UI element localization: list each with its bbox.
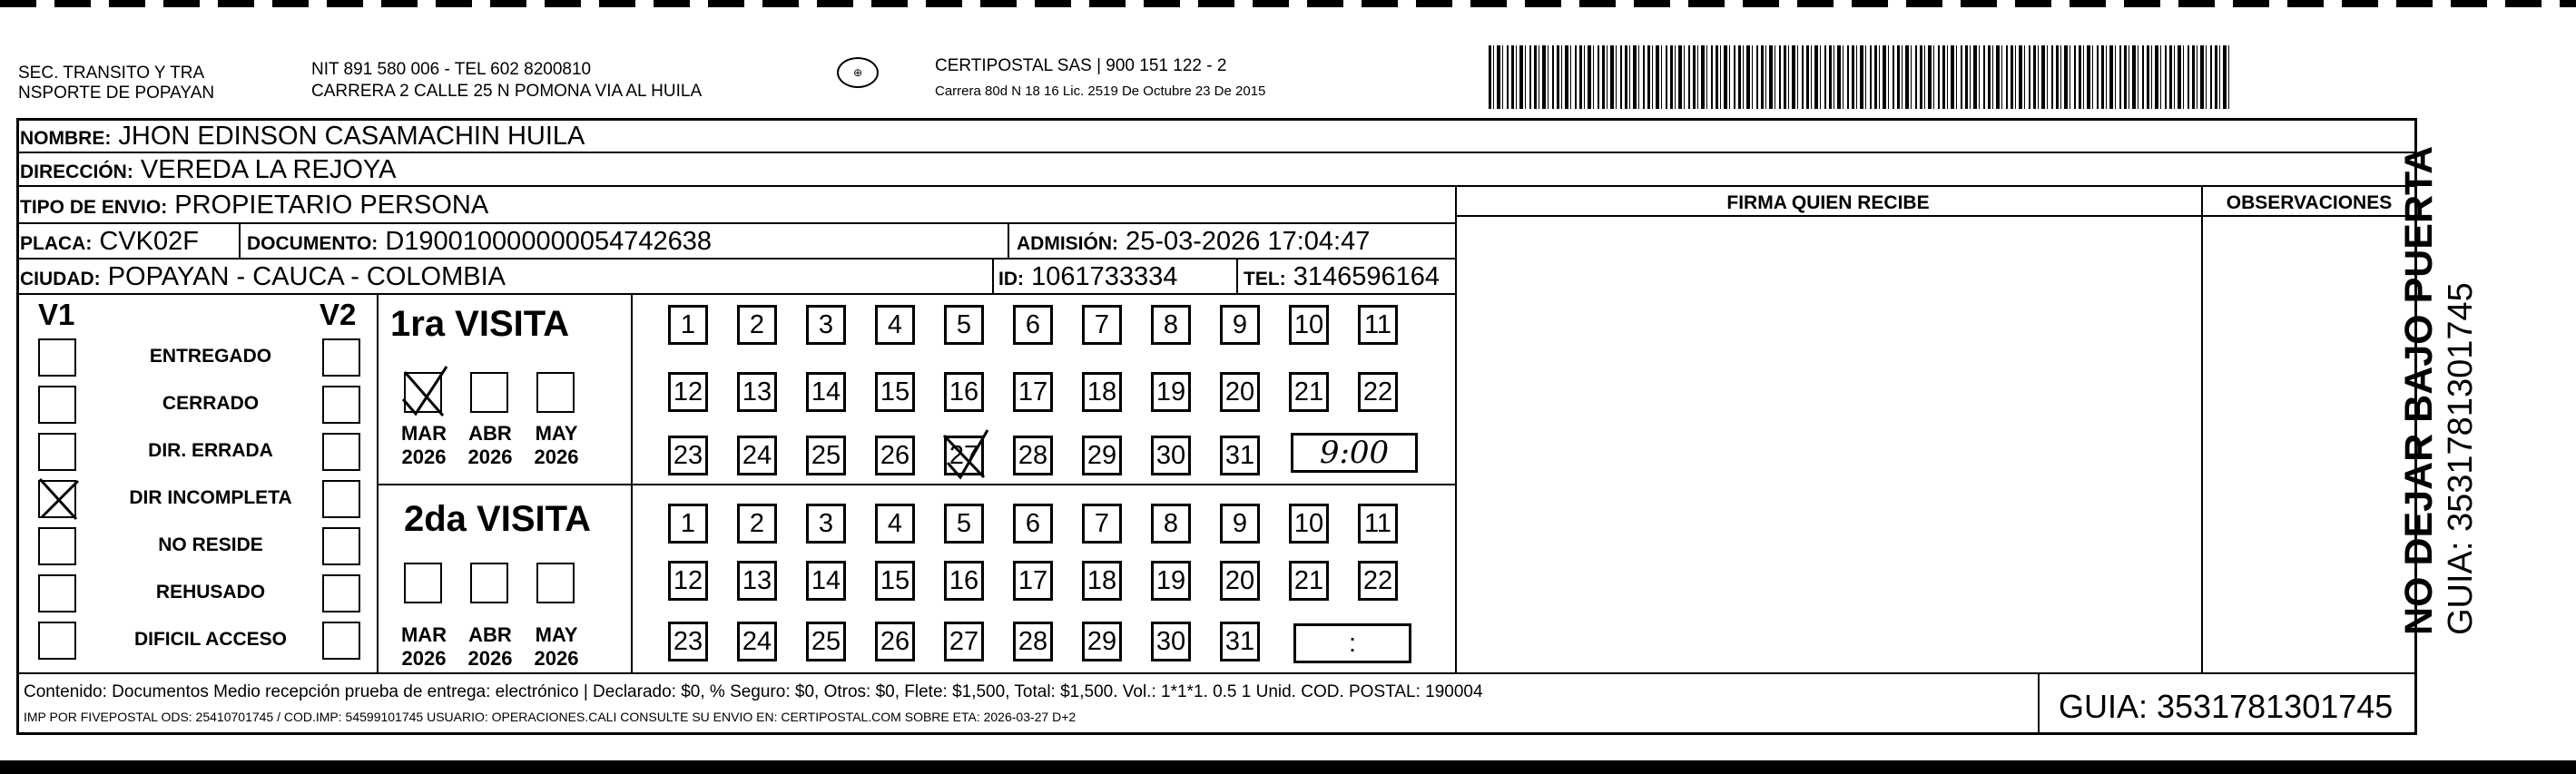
day-box[interactable]: 12 [668, 561, 708, 601]
day-box[interactable]: 7 [1082, 305, 1122, 345]
day-box[interactable]: 24 [737, 622, 777, 661]
v2-checkbox[interactable] [322, 386, 360, 424]
admision-cell [1017, 228, 1370, 258]
firma-label: FIRMA QUIEN RECIBE [1726, 192, 1930, 213]
month-name: MAY [535, 623, 578, 646]
v1-checkbox[interactable] [38, 433, 76, 471]
row-line [16, 258, 1455, 260]
month-name: MAR [400, 422, 447, 445]
month-year: 2026 [534, 647, 579, 670]
day-box[interactable]: 24 [737, 436, 777, 475]
row-line [16, 222, 1455, 224]
office-line-2: NSPORTE DE POPAYAN [18, 83, 215, 103]
day-box[interactable]: 22 [1358, 561, 1398, 601]
tipo-label: TIPO DE ENVIO: [20, 197, 168, 218]
v1-checkbox[interactable] [38, 574, 76, 612]
ciudad-value: POPAYAN - CAUCA - COLOMBIA [107, 262, 506, 291]
certipostal-logo-icon: ⊕ [837, 57, 879, 88]
month-year: 2026 [534, 446, 579, 468]
nombre-label: NOMBRE: [20, 128, 112, 149]
day-box[interactable]: 19 [1151, 561, 1191, 601]
v1-checkbox[interactable] [38, 622, 76, 660]
col-line [239, 222, 241, 258]
day-box[interactable]: 1 [668, 504, 708, 544]
row-line [16, 293, 1455, 295]
v2-checkbox[interactable] [322, 622, 360, 660]
status-option: DIR INCOMPLETA [129, 487, 292, 508]
day-box[interactable]: 20 [1220, 372, 1260, 412]
month-checkbox[interactable] [470, 563, 508, 603]
footer-content-line: Contenido: Documentos Medio recepción prueba de entrega: electrónico | Declarado: $0, % Seguro: $0, Otros: $0, Flete: $1,500, Total: $1,500. Vol.: 1*1*1. 0.5 1 Unid. COD. POSTAL: 190004 [24, 682, 1483, 701]
documento-cell [247, 228, 712, 258]
placa-cell [20, 228, 199, 258]
day-box[interactable]: 16 [944, 372, 984, 412]
first-visit-title: 1ra VISITA [390, 304, 570, 344]
placa-label: PLACA: [20, 233, 93, 254]
day-box[interactable]: 14 [806, 561, 846, 601]
day-box[interactable]: 6 [1013, 504, 1053, 544]
side-guia-number: GUIA: 3531781301745 [2442, 282, 2480, 635]
month-checkbox[interactable] [536, 563, 575, 603]
day-box[interactable]: 23 [668, 436, 708, 475]
day-box[interactable]: 5 [944, 305, 984, 345]
day-box[interactable]: 8 [1151, 305, 1191, 345]
day-box[interactable]: 28 [1013, 622, 1053, 661]
tel-label: TEL: [1244, 269, 1286, 289]
day-box[interactable]: 1 [668, 305, 708, 345]
footer-print-line: IMP POR FIVEPOSTAL ODS: 25410701745 / COD.IMP: 54599101745 USUARIO: OPERACIONES.CALI CONSULTE SU ENVIO EN: CERTIPOSTAL.COM SOBRE ETA: 2026-03-27 D+2 [24, 710, 1077, 724]
month-year: 2026 [401, 446, 447, 468]
day-box[interactable]: 20 [1220, 561, 1260, 601]
month-year: 2026 [467, 446, 513, 468]
day-box[interactable]: 18 [1082, 561, 1122, 601]
day-box[interactable]: 7 [1082, 504, 1122, 544]
day-box[interactable]: 10 [1289, 504, 1329, 544]
second-visit-time-box[interactable]: : [1293, 623, 1411, 663]
observaciones-label: OBSERVACIONES [2226, 192, 2393, 213]
direccion-row [20, 156, 396, 186]
handwritten-check-mark [399, 363, 450, 419]
day-box[interactable]: 14 [806, 372, 846, 412]
ciudad-label: CIUDAD: [20, 269, 101, 289]
month-label [525, 422, 588, 469]
admision-value: 25-03-2026 17:04:47 [1126, 227, 1371, 256]
day-box[interactable]: 26 [875, 436, 915, 475]
month-label [525, 623, 588, 671]
handwritten-check-mark [940, 426, 991, 481]
day-box[interactable]: 25 [806, 622, 846, 661]
day-box[interactable]: 3 [806, 305, 846, 345]
documento-value: D190010000000054742638 [385, 227, 712, 256]
v2-checkbox[interactable] [322, 574, 360, 612]
status-option: ENTREGADO [149, 346, 272, 367]
month-year: 2026 [401, 647, 447, 670]
month-name: MAY [535, 422, 578, 445]
day-box[interactable]: 15 [875, 561, 915, 601]
day-box-checked[interactable]: 27 [944, 436, 984, 475]
month-name: ABR [468, 623, 512, 646]
id-cell [998, 263, 1177, 293]
company-line-1: CERTIPOSTAL SAS | 900 151 122 - 2 [935, 56, 1227, 75]
v1-checkbox[interactable] [38, 338, 76, 377]
visit-divider [377, 484, 1455, 485]
day-box[interactable]: 4 [875, 305, 915, 345]
tel-value: 3146596164 [1293, 262, 1440, 291]
day-box[interactable]: 4 [875, 504, 915, 544]
status-option: CERRADO [162, 393, 260, 414]
month-label [392, 422, 456, 469]
month-label [458, 623, 522, 671]
row-line [1455, 215, 2417, 217]
direccion-value: VEREDA LA REJOYA [140, 155, 397, 184]
month-label [458, 422, 522, 469]
id-value: 1061733334 [1031, 262, 1178, 291]
col-line [2038, 672, 2040, 735]
v2-checkbox[interactable] [322, 527, 360, 565]
documento-label: DOCUMENTO: [247, 233, 379, 254]
day-box[interactable]: 27 [944, 622, 984, 661]
day-box[interactable]: 6 [1013, 305, 1053, 345]
v2-checkbox[interactable] [322, 338, 360, 377]
month-label [392, 623, 456, 671]
status-option: REHUSADO [155, 582, 266, 603]
day-box[interactable]: 11 [1358, 305, 1398, 345]
day-box[interactable]: 10 [1289, 305, 1329, 345]
day-box[interactable]: 23 [668, 622, 708, 661]
nombre-value: JHON EDINSON CASAMACHIN HUILA [118, 122, 585, 151]
day-box[interactable]: 13 [737, 372, 777, 412]
side-notice [2396, 146, 2480, 635]
day-box[interactable]: 29 [1082, 622, 1122, 661]
second-visit-title: 2da VISITA [404, 499, 591, 539]
day-box[interactable]: 2 [737, 504, 777, 544]
day-box[interactable]: 9 [1220, 305, 1260, 345]
month-name: MAR [400, 623, 447, 646]
day-box[interactable]: 16 [944, 561, 984, 601]
month-checkbox[interactable] [404, 563, 442, 603]
footer-guia-number: GUIA: 3531781301745 [2059, 688, 2394, 725]
day-box[interactable]: 9 [1220, 504, 1260, 544]
nit-line: NIT 891 580 006 - TEL 602 8200810 [311, 60, 592, 79]
status-option: DIR. ERRADA [148, 440, 273, 461]
v1-checkbox[interactable] [38, 386, 76, 424]
month-checkbox[interactable] [536, 372, 575, 413]
day-box[interactable]: 28 [1013, 436, 1053, 475]
month-year: 2026 [467, 647, 513, 670]
tipo-row [20, 191, 488, 221]
col-line [2201, 185, 2203, 672]
day-box[interactable]: 5 [944, 504, 984, 544]
first-visit-time-handwritten[interactable]: 9:00 [1291, 433, 1418, 473]
bottom-border [0, 760, 2576, 774]
day-box[interactable]: 26 [875, 622, 915, 661]
day-box[interactable]: 18 [1082, 372, 1122, 412]
day-box[interactable]: 11 [1358, 504, 1398, 544]
day-box[interactable]: 21 [1289, 372, 1329, 412]
day-box[interactable]: 30 [1151, 622, 1191, 661]
day-box[interactable]: 15 [875, 372, 915, 412]
barcode [1489, 45, 2233, 109]
col-line [1236, 258, 1238, 293]
day-box[interactable]: 12 [668, 372, 708, 412]
footer-line [16, 672, 2417, 674]
ciudad-cell [20, 263, 506, 293]
v2-checkbox[interactable] [322, 433, 360, 471]
v1-label: V1 [38, 298, 75, 331]
status-option: NO RESIDE [158, 534, 263, 555]
tel-cell [1244, 263, 1440, 293]
office-line-1: SEC. TRANSITO Y TRA [18, 64, 205, 83]
no-dejar-bajo-puerta: NO DEJAR BAJO PUERTA [2397, 145, 2441, 635]
day-box[interactable]: 17 [1013, 561, 1053, 601]
day-box[interactable]: 31 [1220, 436, 1260, 475]
day-box[interactable]: 30 [1151, 436, 1191, 475]
day-box[interactable]: 31 [1220, 622, 1260, 661]
col-line [992, 258, 994, 293]
col-line [1455, 185, 1457, 672]
company-line-2: Carrera 80d N 18 16 Lic. 2519 De Octubre 23 De 2015 [935, 83, 1266, 99]
day-box[interactable]: 8 [1151, 504, 1191, 544]
day-box[interactable]: 2 [737, 305, 777, 345]
nombre-row [20, 122, 585, 152]
day-box[interactable]: 22 [1358, 372, 1398, 412]
month-name: ABR [468, 422, 512, 445]
status-option: DIFICIL ACCESO [133, 629, 287, 650]
day-box[interactable]: 19 [1151, 372, 1191, 412]
day-box[interactable]: 25 [806, 436, 846, 475]
direccion-label: DIRECCIÓN: [20, 162, 133, 182]
day-box[interactable]: 3 [806, 504, 846, 544]
admision-label: ADMISIÓN: [1017, 233, 1118, 254]
month-checkbox[interactable] [470, 372, 508, 413]
day-box[interactable]: 17 [1013, 372, 1053, 412]
day-box[interactable]: 21 [1289, 561, 1329, 601]
id-label: ID: [998, 269, 1024, 289]
tipo-value: PROPIETARIO PERSONA [174, 191, 489, 220]
top-dashed-border [0, 0, 2576, 7]
col-line [631, 293, 633, 672]
day-box[interactable]: 29 [1082, 436, 1122, 475]
handwritten-check-mark [36, 475, 82, 523]
v1-checkbox[interactable] [38, 527, 76, 565]
v2-checkbox[interactable] [322, 480, 360, 518]
placa-value: CVK02F [99, 227, 199, 256]
col-line [377, 293, 379, 672]
v2-label: V2 [320, 298, 357, 331]
day-box[interactable]: 13 [737, 561, 777, 601]
address-line: CARRERA 2 CALLE 25 N POMONA VIA AL HUILA [311, 82, 703, 101]
col-line [1008, 222, 1009, 258]
